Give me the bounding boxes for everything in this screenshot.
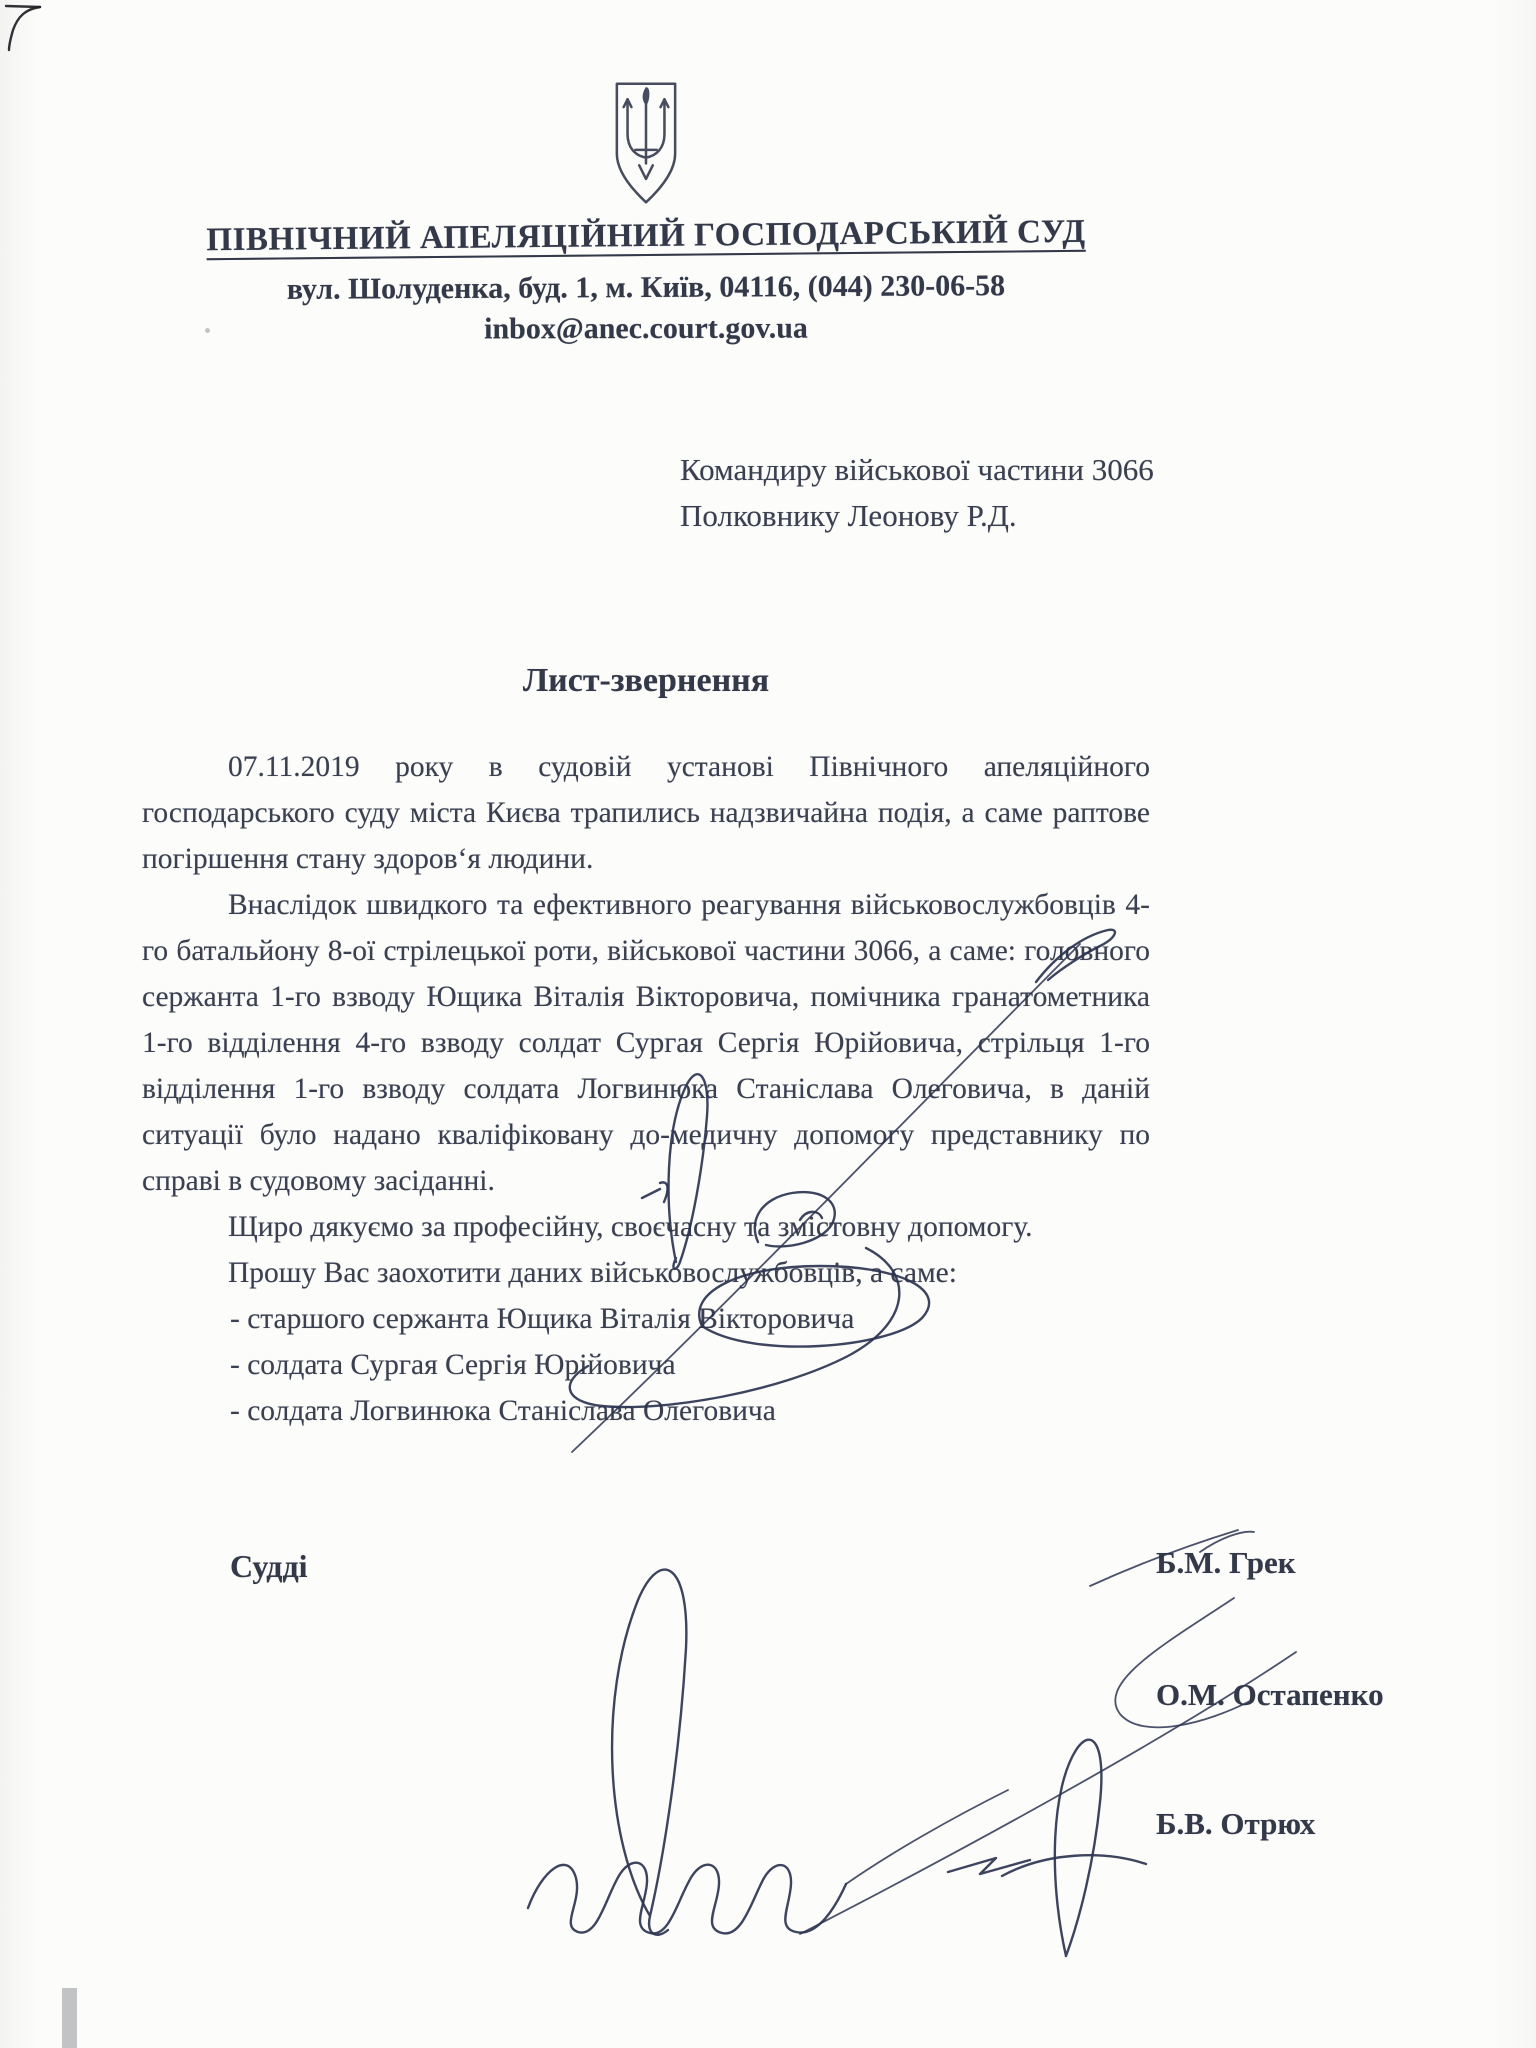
paragraph-3: Щиро дякуємо за професійну, своєчасну та змістовну допомогу. <box>228 1211 1033 1243</box>
judge-name: О.М. Остапенко <box>1156 1677 1384 1712</box>
judges-label: Судді <box>230 1548 308 1584</box>
recipient-block <box>680 447 1154 539</box>
court-address: вул. Шолуденка, буд. 1, м. Київ, 04116, (044) 230-06-58 <box>286 269 1006 306</box>
paragraph-1: 07.11.2019 року в судовій установі Північного апеляційного господарського суду міста Києва трапились надзвичайна подія, а саме раптове погіршення стану здоров‘я людини. <box>142 751 1150 875</box>
paragraph-2: Внаслідок швидкого та ефективного реагування військовослужбовців 4-го батальйону 8-ої стрілецької роти, військової частини 3066, а саме: головного сержанта 1-го взводу Ющика Віталія Вікторовича, помічника гранатометника 1-го відділення 4-го взводу солдат Сургая Сергія Юрійовича, стрільця 1-го відділення 1-го взводу солдата Логвинюка Станіслава Олеговича, в даній ситуації було надано кваліфіковану до-медичну допомогу представнику по справі в судовому засіданні. <box>142 889 1150 1197</box>
judge-name: Б.В. Отрюх <box>1156 1806 1316 1841</box>
recipient-line-1: Командиру військової частини 3066 <box>680 452 1154 487</box>
court-email: inbox@anec.court.gov.ua <box>484 311 808 346</box>
judge-name: Б.М. Грек <box>1156 1545 1296 1580</box>
scanner-edge-artifact <box>62 1988 77 2048</box>
letter-title: Лист-звернення <box>522 662 770 699</box>
letterhead <box>142 0 1150 346</box>
corner-scan-artifact <box>0 0 60 60</box>
list-item: - солдата Логвинюка Станіслава Олеговича <box>230 1395 776 1427</box>
recipient-line-2: Полковнику Леонову Р.Д. <box>680 498 1017 533</box>
court-name: ПІВНІЧНИЙ АПЕЛЯЦІЙНИЙ ГОСПОДАРСЬКИЙ СУД <box>206 213 1086 259</box>
list-item: - солдата Сургая Сергія Юрійовича <box>230 1349 676 1381</box>
list-item: - старшого сержанта Ющика Віталія Вікторовича <box>230 1303 855 1335</box>
letter-body <box>142 744 1150 1434</box>
coat-of-arms-icon <box>612 78 680 210</box>
paragraph-4: Прошу Вас заохотити даних військовослужбовців, а саме: <box>228 1257 957 1289</box>
